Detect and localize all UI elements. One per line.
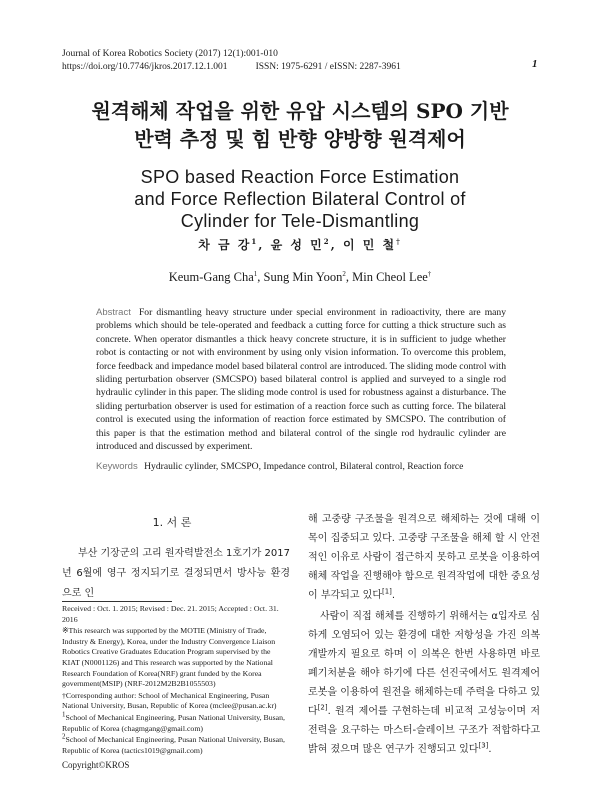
footnote-affiliation-1: $^1$School of Mechanical Engineering, Pusan National University, Busan, Republic of Korea (chagmgang@gmail.com) (62, 710, 285, 733)
footnote-received: Received : Oct. 1. 2015; Revised : Dec. 21. 2015; Accepted : Oct. 31. 2016 (62, 604, 279, 624)
footnotes (62, 604, 290, 757)
footnote-corresponding: †Corresponding author: School of Mechanical Engineering, Pusan National University, Busan, Republic of Korea (mclee@pusan.ac.kr) (62, 690, 277, 711)
abstract (96, 306, 506, 453)
issn-text: ISSN: 1975-6291 / eISSN: 2287-3961 (255, 62, 401, 72)
journal-citation: Journal of Korea Robotics Society (2017) 12(1):001-010 (62, 49, 278, 59)
korean-authors: 차 금 강$^1$, 윤 성 민$^2$, 이 민 철† (198, 237, 402, 252)
keywords (96, 461, 506, 472)
keywords-label: Keywords (96, 461, 138, 472)
author-kr-3: 이 민 철 (342, 238, 397, 252)
citation-ref[interactable]: [3] (478, 741, 489, 750)
abstract-text: For dismantling heavy structure under special environment in radioactivity, there are many problems which should be tele-operated and feedback a cutting force for cutting a thick structure such as concrete. When operator dismantles a thick heavy concrete structure, it is in sufficient to judge whether robot is contacting or not with environment by using only vision information. To overcome this problem, force feedback and impedance model based bilateral control are introduced. The sliding mode control with sliding perturbation observer (SMCSPO) based bilateral control is applied and surveyed to a single rod hydraulic cylinder in this paper. The sliding mode control is used for robustness against a disturbance. The sliding perturbation observer is used for estimation of a reaction force such as cutting force. The bilateral control is executed using the information of reaction force estimated by SMCSPO. The contribution of this paper is that the estimation method and bilateral control of the single rod hydraulic cylinder are introduced and discussed by experiment. (96, 307, 507, 453)
page-number: 1 (532, 58, 538, 70)
korean-title-line-1: 원격해체 작업을 위한 유압 시스템의 SPO 기반 (91, 99, 509, 123)
author-en-2: Sung Min Yoon (263, 270, 343, 284)
journal-header (62, 48, 542, 74)
author-en-3: Min Cheol Lee (352, 270, 428, 284)
citation-ref[interactable]: [1] (381, 587, 392, 596)
citation-ref[interactable]: [2] (317, 703, 328, 712)
english-title-line-2: and Force Reflection Bilateral Control of (134, 189, 466, 209)
intro-paragraph-1: 해 고중량 구조물을 원격으로 해체하는 것에 대해 이목이 집중되고 있다. 고중량 구조물을 해체 할 시 안전적인 이유로 사람이 접근하지 못하고 로봇을 이용하여 해체 작업을 진행해야 함으로 원격작업에 대한 중요성이 부각되고 있다[1]. (308, 514, 540, 601)
keywords-text: Hydraulic cylinder, SMCSPO, Impedance control, Bilateral control, Reaction force (144, 461, 464, 472)
korean-title-line-2: 반력 추정 및 힘 반향 양방향 원격제어 (134, 127, 466, 151)
english-title-line-3: Cylinder for Tele-Dismantling (180, 211, 420, 231)
footnote-funding: ※This research was supported by the MOTIE (Ministry of Trade, Industry & Energy), Korea, under the Industry Convergence Liaison Robotics Creative Graduates Education Program supervised by the KIAT (N0001126) and This research was supported by the National Research Foundation of Korea(NRF) grant funded by the Korea government(MSIP) (NRF-2012M2B2B1055503) (62, 626, 276, 689)
author-kr-2: 윤 성 민 (270, 238, 324, 252)
author-kr-1: 차 금 강 (198, 238, 252, 252)
author-en-1: Keum-Gang Cha (168, 270, 254, 284)
abstract-label: Abstract (96, 307, 131, 318)
english-authors: Keum-Gang Cha$^1$, Sung Min Yoon$^2$, Min Cheol Lee† (168, 269, 432, 284)
doi-link[interactable]: https://doi.org/10.7746/jkros.2017.12.1.001 (62, 62, 228, 72)
intro-left-paragraph: 부산 기장군의 고리 원자력발전소 1호기가 2017년 6월에 영구 정지되기로 결정되면서 방사능 환경으로 인 (62, 548, 290, 599)
english-title-line-1: SPO based Reaction Force Estimation (140, 167, 460, 187)
footnote-affiliation-2: $^2$School of Mechanical Engineering, Pusan National University, Busan, Republic of Korea (tactics1019@gmail.com) (62, 732, 285, 755)
copyright: Copyright©KROS (62, 760, 130, 770)
intro-paragraph-2: 사람이 직접 해체를 진행하기 위해서는 α입자로 심하게 오염되어 있는 환경에 대한 저항성을 가진 의복 개발까지 필요로 하며 이 의복은 한번 사용하면 바로 폐기처분을 해야 하기에 다른 선진국에서도 원격제어 로봇을 이용하여 원전을 해체하는데 주력을 다하고 있다[2]. 원격 제어를 구현하는데 비교적 고성능이며 저전력을 요구하는 마스터-슬레이브 구조가 적합하다고 밝혀 졌으며 많은 연구가 진행되고 있다[3]. (308, 611, 540, 755)
section-heading-introduction: 1. 서 론 (152, 516, 192, 529)
intro-right-column (308, 510, 540, 759)
footnote-divider (62, 601, 172, 602)
